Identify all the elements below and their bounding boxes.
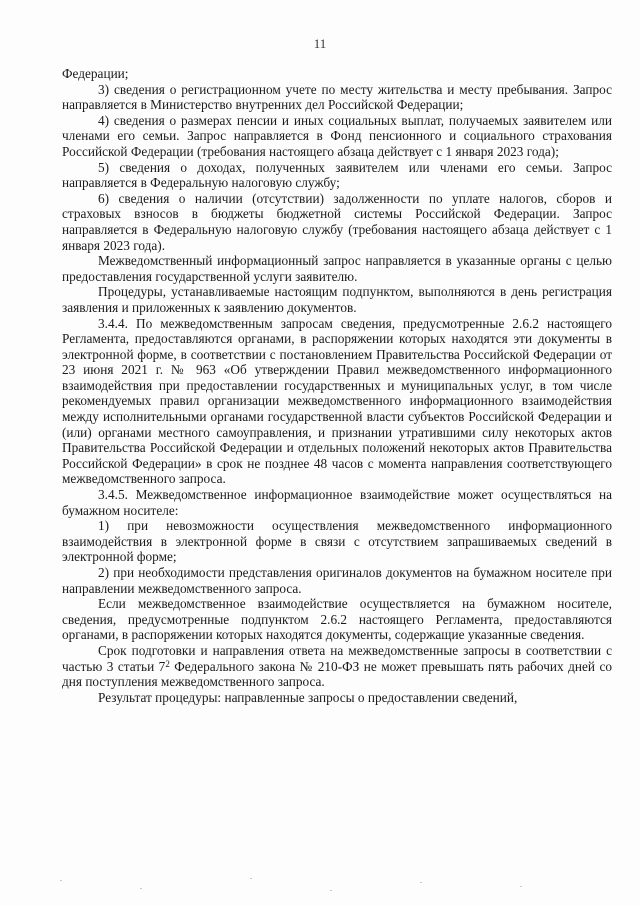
- paragraph: 3.4.4. По межведомственным запросам сведения, предусмотренные 2.6.2 настоящего Регламента, предоставляются органами, в распоряжении которых находятся эти документы в электронной форме, в соответствии с постановлением Правительства Российской Федерации от 23 июня 2021 г. № 963 «Об утверждении Правил межведомственного информационного взаимодействия при предоставлении государственных и муниципальных услуг, в том числе рекомендуемых правил организации межведомственного информационного взаимодействия между исполнительными органами государственной власти субъектов Российской Федерации и (или) органами местного самоуправления, и признании утратившими силу некоторых актов Правительства Российской Федерации и отдельных положений некоторых актов Правительства Российской Федерации» в срок не позднее 48 часов с момента направления соответствующего межведомственного запроса.: [62, 315, 612, 487]
- paragraph: Результат процедуры: направленные запросы о предоставлении сведений,: [98, 689, 518, 705]
- page-number: 11: [313, 36, 327, 51]
- paragraph: Межведомственный информационный запрос направляется в указанные органы с целью предоставления государственной услуги заявителю.: [62, 253, 612, 284]
- paragraph: 3.4.5. Межведомственное информационное взаимодействие может осуществляться на бумажном носителе:: [62, 487, 612, 518]
- paragraph: 2) при необходимости представления оригиналов документов на бумажном носителе при направлении межведомственного запроса.: [62, 565, 612, 596]
- paragraph-text-after: Федерального закона № 210-ФЗ не может превышать пять рабочих дней со дня поступления межведомственного запроса.: [62, 658, 612, 690]
- paragraph: 4) сведения о размерах пенсии и иных социальных выплат, получаемых заявителем или членами его семьи. Запрос направляется в Фонд пенсионного и социального страхования Российской Федерации (требования настоящего абзаца действует с 1 января 2023 года);: [62, 112, 612, 159]
- superscript: 2: [165, 658, 170, 669]
- paragraph: 6) сведения о наличии (отсутствии) задолженности по уплате налогов, сборов и страховых взносов в бюджеты бюджетной системы Российской Федерации. Запрос направляется в Федеральную налоговую службу (требования настоящего абзаца действует с 1 января 2023 года).: [62, 190, 612, 253]
- scan-noise: [0, 860, 640, 905]
- document-body: [62, 66, 612, 705]
- paragraph: Если межведомственное взаимодействие осуществляется на бумажном носителе, сведения, предусмотренные подпунктом 2.6.2 настоящего Регламента, предоставляются органами, в распоряжении которых находятся документы, содержащие указанные сведения.: [62, 596, 612, 643]
- paragraph: 1) при невозможности осуществления межведомственного информационного взаимодействия в электронной форме в связи с отсутствием запрашиваемых сведений в электронной форме;: [62, 518, 612, 565]
- paragraph-with-superscript: [62, 643, 612, 690]
- paragraph: 3) сведения о регистрационном учете по месту жительства и месту пребывания. Запрос направляется в Министерство внутренних дел Российской Федерации;: [62, 81, 612, 113]
- paragraph: Процедуры, устанавливаемые настоящим подпунктом, выполняются в день регистрация заявления и приложенных к заявлению документов.: [62, 284, 612, 315]
- paragraph-text-before: Срок подготовки и направления ответа на межведомственные запросы в соответствии с частью 3 статьи 7: [62, 642, 612, 674]
- paragraph: 5) сведения о доходах, полученных заявителем или членами его семьи. Запрос направляется в Федеральную налоговую службу;: [62, 159, 612, 191]
- paragraph: Федерации;: [62, 66, 129, 81]
